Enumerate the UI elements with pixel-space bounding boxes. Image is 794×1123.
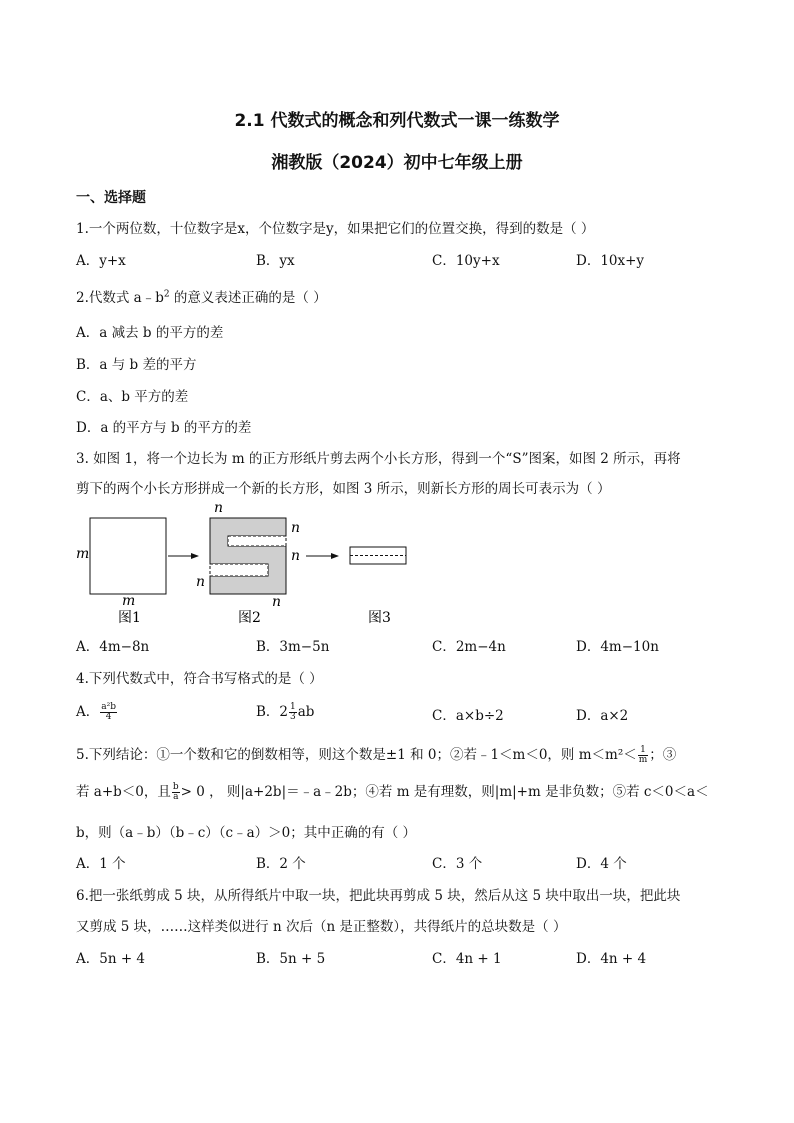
- question-5-line1-fraction: [638, 746, 649, 765]
- question-1-option-b: B．yx: [256, 253, 295, 269]
- question-1-option-d: D．10x+y: [576, 253, 645, 269]
- fig1-side-label: m: [76, 546, 90, 562]
- fraction-numerator: a²b: [101, 702, 116, 712]
- question-5-line3: b，则（a﹣b）（b﹣c）（c﹣a）＞0；其中正确的有（ ）: [76, 825, 417, 841]
- fraction-denominator: 3: [290, 712, 296, 722]
- question-6-option-c: C．4n + 1: [432, 951, 502, 967]
- question-2-option-b: B．a 与 b 差的平方: [76, 357, 197, 373]
- fig1-caption: 图1: [118, 610, 141, 626]
- s-pattern-diagram: [70, 498, 430, 628]
- square-shape: [90, 518, 166, 594]
- question-3-option-a: A．4m−8n: [76, 639, 150, 655]
- question-4-option-a: [76, 700, 118, 722]
- question-2-exponent: 2: [163, 289, 170, 300]
- question-6-line2: 又剪成 5 块，……这样类似进行 n 次后（n 是正整数），共得纸片的总块数是（ ）: [76, 919, 567, 935]
- question-5-option-b: B．2 个: [256, 856, 306, 872]
- question-5-option-d: D．4 个: [576, 856, 627, 872]
- question-6-option-d: D．4n + 4: [576, 951, 647, 967]
- question-5-line2-end: > 0 ， 则|a+2b|＝﹣a﹣2b；④若 m 是有理数，则|m|+m 是非负数；⑤若 c＜0＜a＜: [180, 784, 709, 800]
- fraction-numerator: b: [172, 782, 179, 792]
- question-3-option-d: D．4m−10n: [576, 639, 659, 655]
- question-5-line1: [76, 743, 676, 765]
- fraction-denominator: 4: [105, 712, 112, 722]
- s-shape: [210, 518, 286, 594]
- question-4-option-b-fraction: [289, 703, 297, 722]
- question-6-line1: 6.把一张纸剪成 5 块，从所得纸片中取一块，把此块再剪成 5 块，然后从这 5 块中取出一块，把此块: [76, 888, 681, 904]
- question-2-stem-suffix: 的意义表述正确的是（ ）: [169, 290, 327, 306]
- fig2-caption: 图2: [238, 610, 261, 626]
- question-5-line2-text: 若 a+b＜0，且: [76, 784, 171, 800]
- question-2-option-a: A．a 减去 b 的平方的差: [76, 325, 224, 341]
- question-6-option-a: A．5n + 4: [76, 951, 146, 967]
- question-3-option-c: C．2m−4n: [432, 639, 506, 655]
- cut-rectangle-bottom: [210, 564, 268, 576]
- question-1-option-a: A．y+x: [76, 253, 126, 269]
- question-1-stem: 1.一个两位数，十位数字是x，个位数字是y，如果把它们的位置交换，得到的数是（ ）: [76, 221, 595, 237]
- question-5-option-a: A．1 个: [76, 856, 126, 872]
- question-4-option-b-prefix: B．2: [256, 704, 289, 720]
- question-4-option-a-fraction: [100, 703, 117, 722]
- question-4-stem: 4.下列代数式中，符合书写格式的是（ ）: [76, 671, 323, 687]
- question-3-figure: [70, 498, 430, 628]
- question-2-stem-prefix: 2.代数式 a﹣b: [76, 290, 164, 306]
- fig2-n-label-right1: n: [291, 520, 301, 536]
- fig2-n-label-top: n: [214, 500, 224, 516]
- question-3-option-b: B．3m−5n: [256, 639, 330, 655]
- question-5-line2-fraction: [172, 783, 180, 802]
- question-3-stem-line2: 剪下的两个小长方形拼成一个新的长方形，如图 3 所示，则新长方形的周长可表示为（ ）: [76, 481, 611, 497]
- question-2-stem: [76, 286, 327, 306]
- question-4-option-b: [256, 700, 314, 722]
- fraction-numerator: 1: [290, 702, 296, 712]
- question-3-stem-line1: 3. 如图 1，将一个边长为 m 的正方形纸片剪去两个小长方形，得到一个“S”图案，如图 2 所示，再将: [76, 451, 681, 467]
- page-subtitle: 湘教版（2024）初中七年级上册: [271, 153, 523, 173]
- cut-rectangle-top: [228, 536, 286, 546]
- section-heading: 一、选择题: [76, 190, 146, 206]
- fraction-denominator: m: [638, 755, 648, 765]
- question-5-line1-end: ；③: [649, 747, 677, 763]
- fig2-n-label-left: n: [196, 574, 206, 590]
- fraction-numerator: 1: [638, 746, 649, 756]
- question-4-option-a-prefix: A．: [76, 704, 100, 720]
- question-2-option-c: C．a、b 平方的差: [76, 389, 189, 405]
- question-2-option-d: D．a 的平方与 b 的平方的差: [76, 420, 252, 436]
- question-5-line1-text: 5.下列结论：①一个数和它的倒数相等，则这个数是±1 和 0；②若﹣1＜m＜0，则 m＜m²＜: [76, 747, 637, 763]
- fig3-caption: 图3: [368, 610, 391, 626]
- question-5-line2: [76, 780, 709, 802]
- question-5-option-c: C．3 个: [432, 856, 483, 872]
- question-4-option-c: C．a×b÷2: [432, 708, 504, 724]
- fraction-denominator: a: [173, 792, 179, 802]
- fig2-n-label-right2: n: [291, 548, 301, 564]
- question-4-option-b-suffix: ab: [297, 704, 315, 720]
- page-title: 2.1 代数式的概念和列代数式一课一练数学: [234, 111, 560, 131]
- question-6-option-b: B．5n + 5: [256, 951, 326, 967]
- fig1-bottom-label: m: [122, 593, 136, 609]
- fig2-n-label-bottom: n: [272, 594, 282, 610]
- question-1-option-c: C．10y+x: [432, 253, 500, 269]
- question-4-option-d: D．a×2: [576, 708, 629, 724]
